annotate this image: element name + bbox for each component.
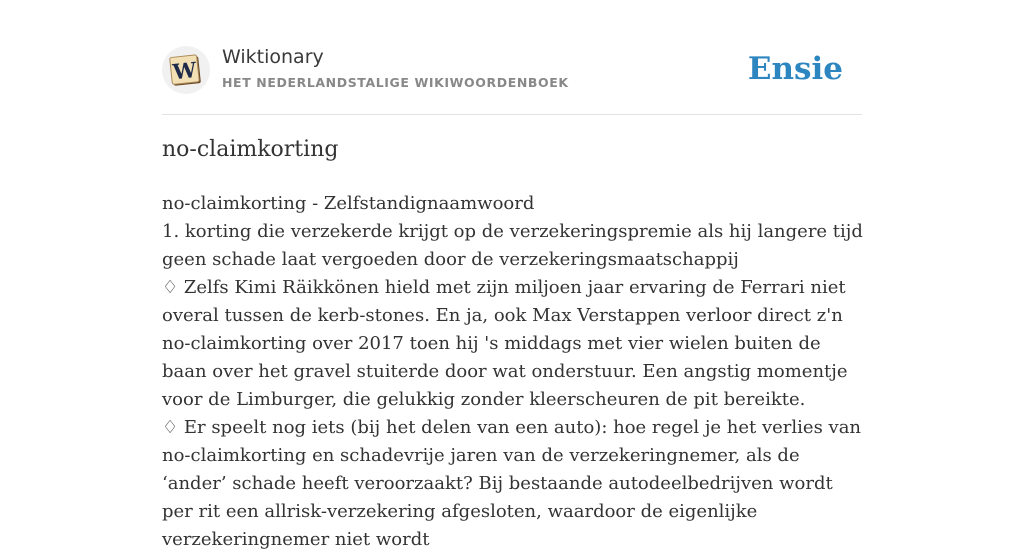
brand-subtitle: HET NEDERLANDSTALIGE WIKIWOORDENBOEK [222, 75, 569, 90]
wiktionary-logo-icon[interactable] [162, 46, 210, 94]
entry-heading: no-claimkorting - Zelfstandignaamwoord [162, 193, 535, 214]
example-sentence: ♢ Zelfs Kimi Räikkönen hield met zijn miljoen jaar ervaring de Ferrari niet overal tussen de kerb-stones. En ja, ook Max Verstappen verloor direct z'n no-claimkorting over 2017 toen hij 's middags met vier wielen buiten de baan over het gravel stuiterde door wat onderstuur. Een angstig momentje voor de Limburger, die gelukkig zonder kleerscheuren de pit bereikte. [162, 277, 848, 410]
example-sentence: ♢ Er speelt nog iets (bij het delen van een auto): hoe regel je het verlies van no-claimkorting en schadevrije jaren van de verzekeringnemer, als de ‘ander’ schade heeft veroorzaakt? Bij bestaande autodeelbedrijven wordt per rit een allrisk-verzekering afgesloten, waardoor de eigenlijke verzekeringnemer niet wordt [162, 417, 862, 550]
brand-title[interactable]: Wiktionary [222, 46, 324, 68]
definition-block [162, 190, 866, 554]
site-logo-ensie[interactable]: Ensie [747, 51, 843, 87]
logo-letter: W [171, 56, 198, 85]
page-title: no-claimkorting [162, 137, 339, 162]
definition-text: 1. korting die verzekerde krijgt op de verzekeringspremie als hij langere tijd geen schade laat vergoeden door de verzekeringsmaatschappij [162, 221, 863, 270]
header [162, 44, 862, 115]
